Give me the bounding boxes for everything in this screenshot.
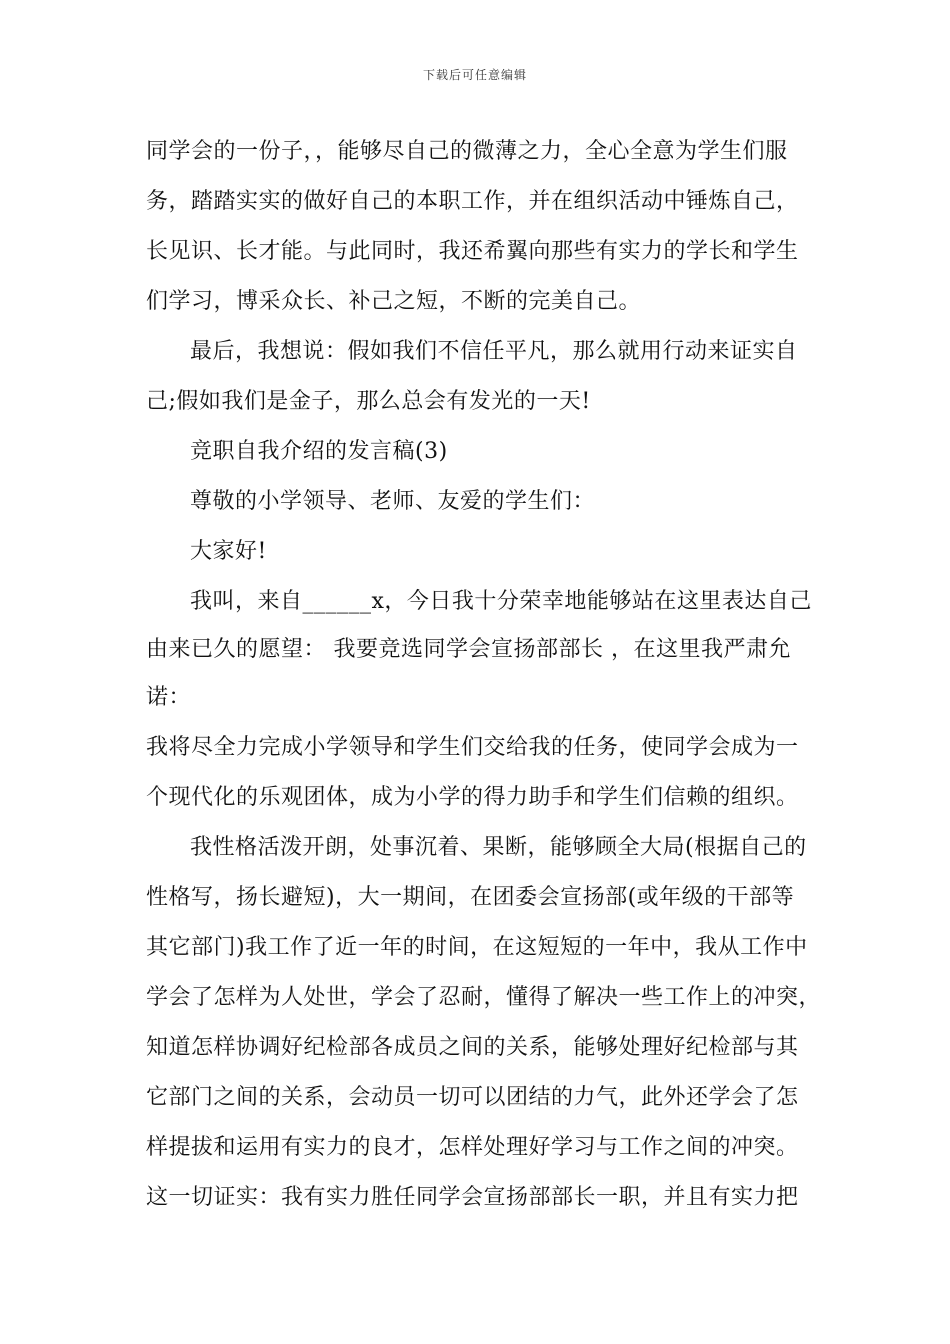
body-line: 学会了怎样为人处世，学会了忍耐，懂得了解决一些工作上的冲突， bbox=[146, 985, 822, 1010]
body-line: 长见识、长才能。与此同时，我还希翼向那些有实力的学长和学生 bbox=[146, 239, 799, 264]
body-line: 诺： bbox=[146, 685, 192, 710]
body-line: 我性格活泼开朗，处事沉着、果断，能够顾全大局(根据自己的 bbox=[190, 835, 807, 860]
body-line: 个现代化的乐观团体，成为小学的得力助手和学生们信赖的组织。 bbox=[146, 785, 799, 810]
body-line: 同学会的一份子，，能够尽自己的微薄之力，全心全意为学生们服 bbox=[146, 139, 788, 164]
body-line: 这一切证实：我有实力胜任同学会宣扬部部长一职，并且有实力把 bbox=[146, 1185, 799, 1210]
salutation: 尊敬的小学领导、老师、友爱的学生们： bbox=[190, 489, 596, 514]
body-line: 知道怎样协调好纪检部各成员之间的关系，能够处理好纪检部与其 bbox=[146, 1035, 799, 1060]
body-line: 它部门之间的关系，会动员一切可以团结的力气，此外还学会了怎 bbox=[146, 1085, 799, 1110]
body-line: 其它部门)我工作了近一年的时间，在这短短的一年中，我从工作中 bbox=[146, 935, 808, 960]
body-line: 我将尽全力完成小学领导和学生们交给我的任务，使同学会成为一 bbox=[146, 735, 799, 760]
body-line: 们学习，博采众长、补己之短，不断的完美自己。 bbox=[146, 289, 642, 314]
greeting: 大家好! bbox=[190, 539, 267, 564]
body-line: 性格写，扬长避短)，大一期间，在团委会宣扬部(或年级的干部等 bbox=[146, 885, 795, 910]
body-line: 己;假如我们是金子，那么总会有发光的一天! bbox=[146, 389, 591, 414]
section-title: 竞职自我介绍的发言稿(3) bbox=[190, 439, 448, 464]
page-header: 下载后可任意编辑 bbox=[422, 68, 527, 82]
body-line: 务，踏踏实实的做好自己的本职工作，并在组织活动中锤炼自己， bbox=[146, 189, 799, 214]
body-line: 由来已久的愿望： 我要竞选同学会宣扬部部长 ，在这里我严肃允 bbox=[146, 637, 791, 662]
body-line: 样提拔和运用有实力的良才，怎样处理好学习与工作之间的冲突。 bbox=[146, 1135, 799, 1160]
body-line: 我叫，来自______x，今日我十分荣幸地能够站在这里表达自己 bbox=[190, 589, 812, 614]
body-line: 最后，我想说：假如我们不信任平凡，那么就用行动来证实自 bbox=[190, 339, 798, 364]
